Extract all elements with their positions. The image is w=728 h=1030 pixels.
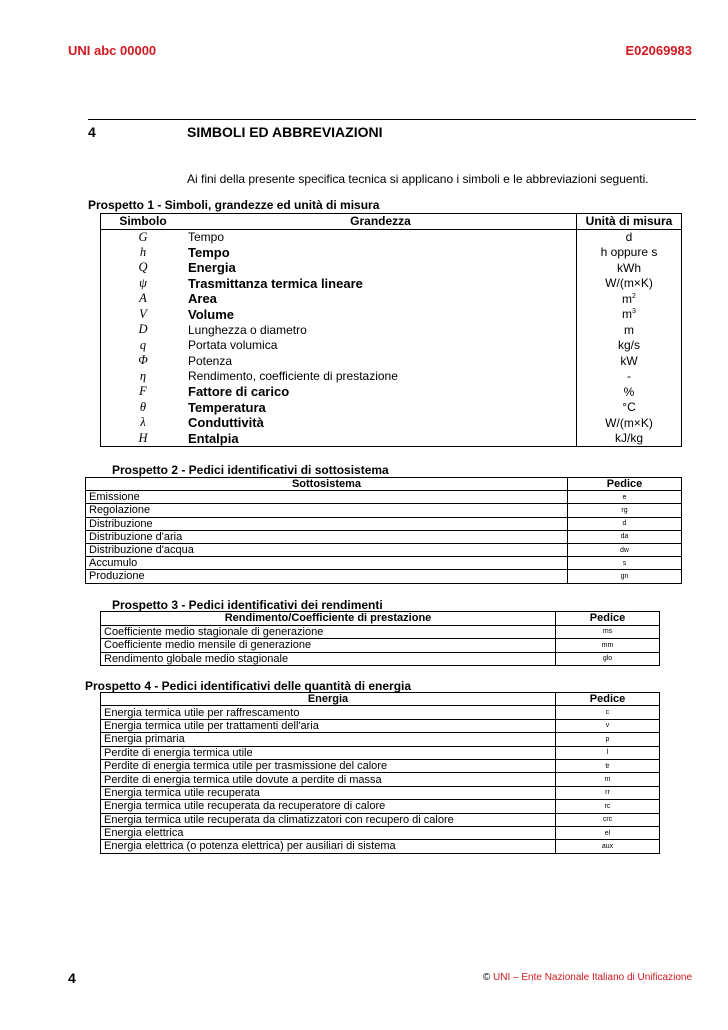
unit-cell: W/(m×K) [577, 415, 682, 431]
efficiency-subscripts-table [100, 611, 660, 666]
subsystem-cell: Accumulo [86, 557, 568, 570]
table1-caption: Prospetto 1 - Simboli, grandezze ed unità di misura [88, 198, 380, 212]
quantity-cell: Trasmittanza termica lineare [188, 275, 363, 291]
subsystem-cell: Distribuzione [86, 517, 568, 530]
subscript-cell: tr [556, 759, 660, 772]
table-row [86, 570, 682, 583]
unit-cell: - [577, 369, 682, 385]
table-row [101, 652, 660, 666]
quantity-cell: Tempo [188, 230, 225, 244]
symbol-cell: G [138, 229, 148, 244]
quantity-cell: Area [188, 291, 217, 307]
energy-cell: Energia termica utile recuperata [101, 786, 556, 799]
table-header-row [101, 214, 682, 230]
symbol-cell: h [139, 244, 147, 259]
quantity-cell: Rendimento, coefficiente di prestazione [188, 369, 398, 384]
quantity-cell: Energia [188, 260, 236, 276]
unit-cell: W/(m×K) [577, 276, 682, 292]
table-header-row [86, 478, 682, 491]
energy-cell: Energia termica utile recuperata da recuperatore di calore [101, 800, 556, 813]
quantity-cell: Temperatura [188, 399, 266, 415]
table-row [101, 400, 682, 416]
unit-cell: kW [577, 353, 682, 369]
table-row [101, 639, 660, 653]
table-row [101, 276, 682, 292]
symbol-cell: V [139, 306, 147, 321]
table-row [101, 773, 660, 786]
table-row [101, 291, 682, 307]
table4-caption: Prospetto 4 - Pedici identificativi delle quantità di energia [85, 679, 412, 693]
table-header-row [101, 693, 660, 706]
table-row [86, 491, 682, 504]
table-row [86, 530, 682, 543]
energy-cell: Energia termica utile per trattamenti dell'aria [101, 719, 556, 732]
unit-base: m [622, 291, 633, 306]
subscript-cell: aux [556, 840, 660, 853]
doc-code: UNI abc 00000 [68, 43, 157, 58]
table-row [101, 733, 660, 746]
table-row [86, 543, 682, 556]
header-subscript: Pedice [556, 612, 660, 626]
table-row [101, 840, 660, 853]
quantity-cell: Conduttività [188, 415, 264, 431]
energy-cell: Energia primaria [101, 733, 556, 746]
subscript-cell: glo [556, 652, 660, 666]
table-row [101, 338, 682, 354]
table-row [101, 431, 682, 447]
symbol-cell: λ [140, 415, 146, 430]
table-row [86, 557, 682, 570]
section-divider [88, 119, 696, 120]
copyright-notice [483, 972, 692, 983]
table2-caption: Prospetto 2 - Pedici identificativi di sottosistema [112, 463, 389, 477]
quantity-cell: Potenza [188, 353, 233, 368]
table-row [101, 353, 682, 369]
table-row [101, 786, 660, 799]
unit-cell: m [577, 322, 682, 338]
table-row [101, 369, 682, 385]
table-row [101, 800, 660, 813]
subscript-cell: crc [556, 813, 660, 826]
quantity-cell: Volume [188, 306, 234, 322]
symbol-cell: ψ [139, 275, 147, 290]
subscript-cell: rc [556, 800, 660, 813]
quantity-cell: Fattore di carico [188, 384, 290, 400]
quantity-cell: Portata volumica [188, 338, 278, 353]
table-row [86, 517, 682, 530]
subscript-cell: mm [556, 639, 660, 653]
table-row [101, 384, 682, 400]
subscript-cell: c [556, 706, 660, 719]
subsystem-cell: Produzione [86, 570, 568, 583]
unit-base: m [622, 307, 633, 322]
table-row [101, 260, 682, 276]
subscript-cell: rg [568, 504, 682, 517]
subsystem-subscripts-table [85, 477, 682, 584]
symbol-cell: Q [138, 260, 148, 275]
table-row [101, 706, 660, 719]
subscript-cell: el [556, 826, 660, 839]
symbol-cell: A [139, 291, 147, 306]
subscript-cell: m [556, 773, 660, 786]
subsystem-cell: Emissione [86, 491, 568, 504]
header-quantity: Grandezza [185, 214, 577, 230]
subscript-cell: dw [568, 543, 682, 556]
energy-subscripts-table [100, 692, 660, 854]
quantity-cell: Lunghezza o diametro [188, 322, 307, 337]
section-intro: Ai fini della presente specifica tecnica si applicano i simboli e le abbreviazioni seguenti. [187, 172, 649, 186]
table-row [101, 813, 660, 826]
copyright-symbol: © [482, 972, 491, 983]
table-row [101, 826, 660, 839]
subsystem-cell: Regolazione [86, 504, 568, 517]
symbol-cell: Φ [138, 353, 148, 368]
header-subscript: Pedice [568, 478, 682, 491]
table-row [101, 322, 682, 338]
table3-caption: Prospetto 3 - Pedici identificativi dei rendimenti [112, 598, 383, 612]
subscript-cell: rr [556, 786, 660, 799]
energy-cell: Energia elettrica [101, 826, 556, 839]
symbol-cell: q [139, 337, 147, 352]
unit-cell: kWh [577, 260, 682, 276]
efficiency-cell: Coefficiente medio mensile di generazione [101, 639, 556, 653]
unit-exponent: 3 [632, 308, 636, 316]
quantity-cell: Entalpia [188, 430, 239, 446]
table-row [101, 746, 660, 759]
symbol-cell: η [139, 368, 147, 383]
page-number: 4 [68, 970, 76, 986]
subscript-cell: p [556, 733, 660, 746]
energy-cell: Perdite di energia termica utile [101, 746, 556, 759]
unit-cell: kg/s [577, 338, 682, 354]
unit-cell: % [577, 384, 682, 400]
header-unit: Unità di misura [577, 214, 682, 230]
unit-cell: h oppure s [577, 245, 682, 261]
energy-cell: Energia elettrica (o potenza elettrica) per ausiliari di sistema [101, 840, 556, 853]
energy-cell: Energia termica utile recuperata da climatizzatori con recupero di calore [101, 813, 556, 826]
table-row [101, 307, 682, 323]
subscript-cell: d [568, 517, 682, 530]
table-header-row [101, 612, 660, 626]
table-row [101, 719, 660, 732]
subscript-cell: s [568, 557, 682, 570]
copyright-text: UNI – Ente Nazionale Italiano di Unificazione [493, 972, 692, 983]
efficiency-cell: Coefficiente medio stagionale di generazione [101, 625, 556, 639]
subscript-cell: v [556, 719, 660, 732]
subscript-cell: e [568, 491, 682, 504]
section-title: SIMBOLI ED ABBREVIAZIONI [187, 124, 383, 140]
subscript-cell: gn [568, 570, 682, 583]
header-energy: Energia [101, 693, 556, 706]
symbol-cell: D [138, 322, 148, 337]
symbols-table [100, 213, 682, 447]
unit-cell: °C [577, 400, 682, 416]
table-row [101, 759, 660, 772]
doc-id: E02069983 [625, 43, 692, 58]
table-row [101, 415, 682, 431]
section-number: 4 [88, 124, 96, 140]
subscript-cell: l [556, 746, 660, 759]
subscript-cell: da [568, 530, 682, 543]
energy-cell: Energia termica utile per raffrescamento [101, 706, 556, 719]
table-row [101, 625, 660, 639]
efficiency-cell: Rendimento globale medio stagionale [101, 652, 556, 666]
unit-exponent: 2 [632, 292, 636, 300]
table-row [86, 504, 682, 517]
subsystem-cell: Distribuzione d'aria [86, 530, 568, 543]
header-symbol: Simbolo [101, 214, 186, 230]
unit-cell [577, 307, 682, 323]
header-subsystem: Sottosistema [86, 478, 568, 491]
energy-cell: Perdite di energia termica utile dovute a perdite di massa [101, 773, 556, 786]
symbol-cell: F [139, 384, 147, 399]
subsystem-cell: Distribuzione d'acqua [86, 543, 568, 556]
unit-cell: kJ/kg [577, 431, 682, 447]
unit-cell: d [577, 229, 682, 245]
energy-cell: Perdite di energia termica utile per trasmissione del calore [101, 759, 556, 772]
subscript-cell: ms [556, 625, 660, 639]
symbol-cell: H [138, 430, 148, 445]
header-subscript: Pedice [556, 693, 660, 706]
symbol-cell: θ [139, 399, 147, 414]
quantity-cell: Tempo [188, 244, 230, 260]
table-row [101, 245, 682, 261]
unit-cell [577, 291, 682, 307]
table-row [101, 229, 682, 245]
header-efficiency: Rendimento/Coefficiente di prestazione [101, 612, 556, 626]
